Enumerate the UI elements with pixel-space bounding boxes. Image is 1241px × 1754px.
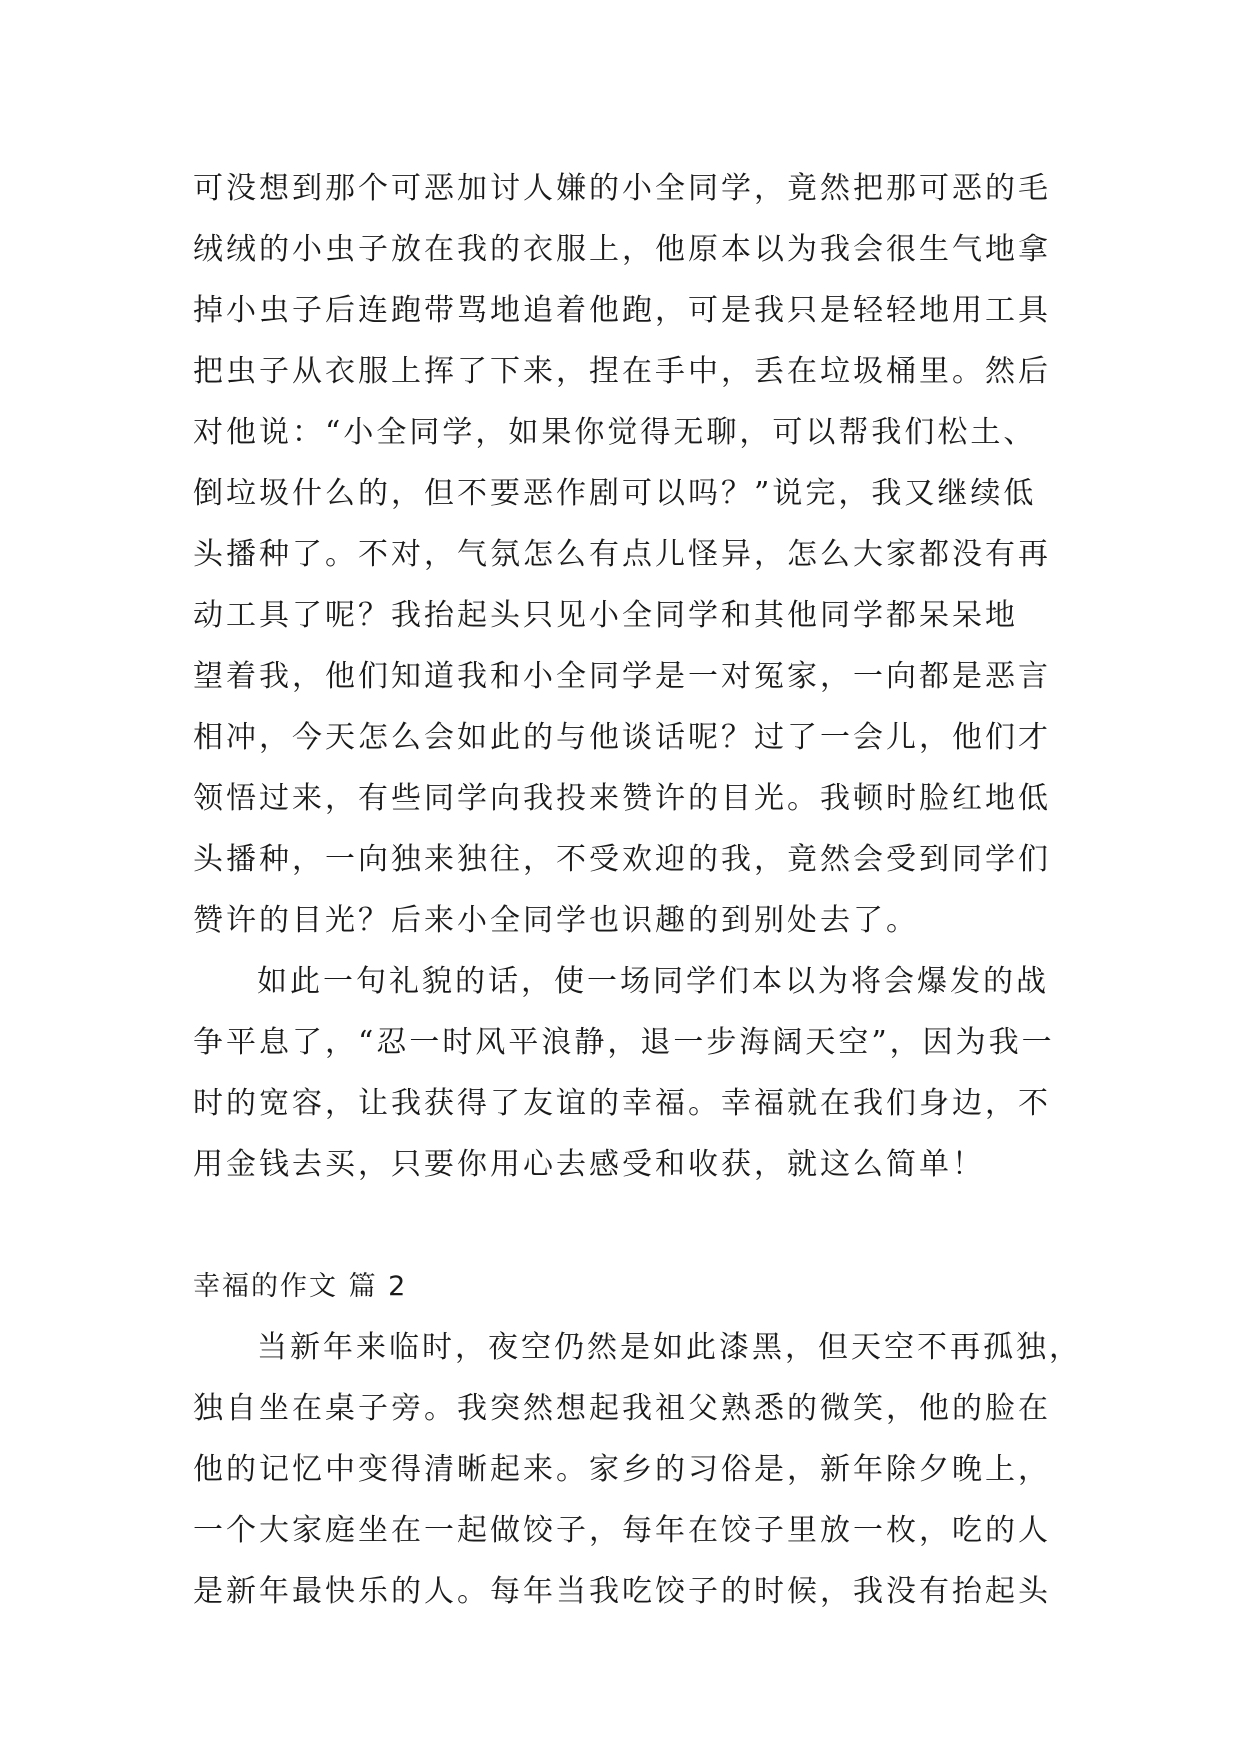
- text-line: 望着我，他们知道我和小全同学是一对冤家，一向都是恶言: [193, 659, 1051, 694]
- section1-paragraph2: [193, 951, 1055, 1195]
- text-line: 头播种了。不对，气氛怎么有点儿怪异，怎么大家都没有再: [193, 537, 1051, 572]
- text-line: 相冲，今天怎么会如此的与他谈话呢？过了一会儿，他们才: [193, 720, 1051, 755]
- text-line: 掉小虫子后连跑带骂地追着他跑，可是我只是轻轻地用工具: [193, 293, 1051, 328]
- document-body: [193, 158, 1082, 1622]
- text-line: 把虫子从衣服上挥了下来，捏在手中，丢在垃圾桶里。然后: [193, 354, 1051, 389]
- text-line: 争平息了，“忍一时风平浪静，退一步海阔天空”，因为我一: [193, 1025, 1055, 1060]
- text-line: 独自坐在桌子旁。我突然想起我祖父熟悉的微笑，他的脸在: [193, 1391, 1051, 1426]
- text-line: 领悟过来，有些同学向我投来赞许的目光。我顿时脸红地低: [193, 781, 1051, 816]
- text-line: 对他说：“小全同学，如果你觉得无聊，可以帮我们松土、: [193, 415, 1037, 450]
- text-line: 如此一句礼貌的话，使一场同学们本以为将会爆发的战: [257, 964, 1049, 999]
- text-line: 动工具了呢？我抬起头只见小全同学和其他同学都呆呆地: [193, 598, 1018, 633]
- section1-paragraph1: [193, 158, 1051, 951]
- section-heading: 幸福的作文 篇 2: [193, 1271, 408, 1302]
- text-line: 倒垃圾什么的，但不要恶作剧可以吗？”说完，我又继续低: [193, 476, 1037, 511]
- text-line: 他的记忆中变得清晰起来。家乡的习俗是，新年除夕晚上，: [193, 1452, 1051, 1487]
- text-line: 当新年来临时，夜空仍然是如此漆黑，但天空不再孤独，: [257, 1330, 1082, 1365]
- section-spacer: [193, 1195, 1048, 1256]
- text-line: 时的宽容，让我获得了友谊的幸福。幸福就在我们身边，不: [193, 1086, 1051, 1121]
- text-line: 可没想到那个可恶加讨人嫌的小全同学，竟然把那可恶的毛: [193, 171, 1051, 206]
- text-line: 是新年最快乐的人。每年当我吃饺子的时候，我没有抬起头: [193, 1574, 1051, 1609]
- text-line: 赞许的目光？后来小全同学也识趣的到别处去了。: [193, 903, 919, 938]
- text-line: 头播种，一向独来独往，不受欢迎的我，竟然会受到同学们: [193, 842, 1051, 877]
- text-line: 一个大家庭坐在一起做饺子，每年在饺子里放一枚，吃的人: [193, 1513, 1051, 1548]
- section2-paragraph1: [193, 1317, 1082, 1622]
- text-line: 用金钱去买，只要你用心去感受和收获，就这么简单！: [193, 1147, 985, 1182]
- text-line: 绒绒的小虫子放在我的衣服上，他原本以为我会很生气地拿: [193, 232, 1051, 267]
